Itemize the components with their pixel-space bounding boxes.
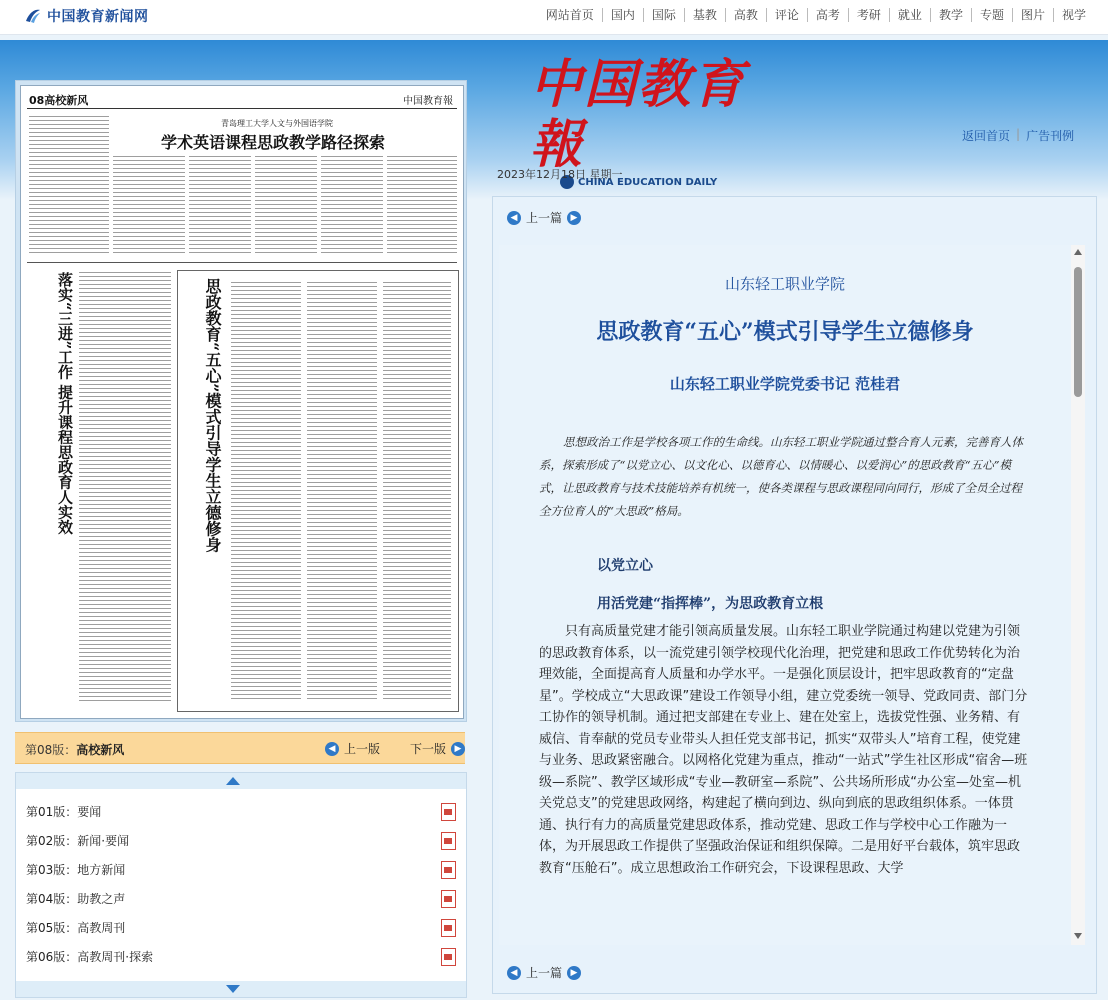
page-info-bar bbox=[15, 732, 465, 764]
header-links bbox=[962, 127, 1074, 144]
pdf-icon[interactable] bbox=[441, 948, 456, 966]
scroll-down-icon[interactable] bbox=[1074, 933, 1082, 939]
prev-article-label: 上一篇 bbox=[526, 211, 563, 225]
nav-gaokao[interactable]: 高考 bbox=[807, 8, 848, 22]
article-author: 山东轻工职业学院党委书记 范桂君 bbox=[669, 375, 901, 393]
page-list bbox=[15, 772, 467, 998]
pdf-icon[interactable] bbox=[441, 832, 456, 850]
nav-kaoyan[interactable]: 考研 bbox=[848, 8, 889, 22]
arrow-right-icon[interactable]: ▶ bbox=[567, 211, 581, 225]
current-page-label bbox=[25, 741, 124, 758]
page-link[interactable]: 第02版：新闻·要闻 bbox=[26, 834, 130, 848]
thumb-text-block bbox=[255, 156, 317, 256]
thumb-text-block bbox=[79, 272, 171, 702]
site-logo-icon bbox=[24, 7, 42, 25]
masthead-title: 中国教育報 bbox=[530, 54, 747, 175]
arrow-left-icon: ◀ bbox=[325, 742, 339, 756]
arrow-left-icon: ◀ bbox=[507, 211, 521, 225]
arrow-right-icon[interactable]: ▶ bbox=[567, 966, 581, 980]
newspaper-page-image[interactable] bbox=[20, 85, 464, 719]
thumb-text-block bbox=[231, 282, 301, 702]
next-page-button[interactable] bbox=[410, 740, 465, 757]
page-thumbnail[interactable] bbox=[15, 80, 467, 722]
nav-topics[interactable]: 专题 bbox=[971, 8, 1012, 22]
pdf-icon[interactable] bbox=[441, 861, 456, 879]
masthead-english-text: CHINA EDUCATION DAILY bbox=[578, 176, 718, 188]
page-link[interactable]: 第04版：助教之声 bbox=[26, 892, 126, 906]
triangle-up-icon bbox=[226, 777, 240, 785]
nav-video[interactable]: 视学 bbox=[1053, 8, 1094, 22]
nav-higher-edu[interactable]: 高教 bbox=[725, 8, 766, 22]
next-page-label: 下一版 bbox=[410, 742, 447, 756]
page-list-items bbox=[26, 797, 456, 971]
thumb-text-block bbox=[29, 116, 109, 256]
current-page-number: 第08版： bbox=[25, 743, 77, 757]
nav-domestic[interactable]: 国内 bbox=[602, 8, 643, 22]
nav-home[interactable]: 网站首页 bbox=[545, 8, 594, 22]
nav-international[interactable]: 国际 bbox=[643, 8, 684, 22]
article-content bbox=[499, 245, 1085, 945]
pdf-icon[interactable] bbox=[441, 919, 456, 937]
thumb-section-label: 08高校新风 bbox=[29, 94, 89, 107]
article-heading: 以党立心 bbox=[597, 558, 653, 574]
site-logo[interactable] bbox=[24, 6, 149, 26]
thumb-divider bbox=[27, 262, 457, 263]
page-link[interactable]: 第06版：高教周刊·探索 bbox=[26, 950, 154, 964]
site-logo-text: 中国教育新闻网 bbox=[47, 9, 149, 25]
list-item[interactable] bbox=[26, 797, 456, 826]
list-item[interactable] bbox=[26, 855, 456, 884]
article-title: 思政教育“五心”模式引导学生立德修身 bbox=[596, 319, 974, 345]
current-page-section: 高校新风 bbox=[76, 743, 125, 757]
thumb-text-block bbox=[113, 156, 185, 256]
page-link[interactable]: 第05版：高教周刊 bbox=[26, 921, 126, 935]
article-panel bbox=[492, 196, 1097, 994]
article-lead: 思想政治工作是学校各项工作的生命线。山东轻工职业学院通过整合育人元素，完善育人体系，探索形成了“以党立心、以文化心、以德育心、以情暖心、以爱润心”的思政教育“五心”模式，让思政教育与技术技能培养有机统一，使各类课程与思政课程同向同行，形成了全员全过程全方位育人的“大思政”格局。 bbox=[539, 435, 1023, 518]
thumb-header-rule bbox=[27, 108, 457, 109]
scroll-up-icon[interactable] bbox=[1074, 249, 1082, 255]
nav-commentary[interactable]: 评论 bbox=[766, 8, 807, 22]
nav-teaching[interactable]: 教学 bbox=[930, 8, 971, 22]
article-subheading: 用活党建“指挥棒”，为思政教育立根 bbox=[597, 596, 824, 612]
list-item[interactable] bbox=[26, 826, 456, 855]
list-item[interactable] bbox=[26, 942, 456, 971]
pdf-icon[interactable] bbox=[441, 803, 456, 821]
article-body: 只有高质量党建才能引领高质量发展。山东轻工职业学院通过构建以党建为引领的思政教育体系，以一流党建引领学校现代化治理，把党建和思政工作优势转化为治理效能，全面提高育人质量和办学水平。一是强化顶层设计，把牢思政教育的“定盘星”。学校成立“大思政课”建设工作领导小组，建立党委统一领导、党政同责、部门分工协作的领导机制。通过把支部建在专业上、建在处室上，选拔党性强、业务精、有威信、肯奉献的党员专业带头人担任党支部书记，抓实“双带头人”培育工程，使党建与业务、思政紧密融合。以网格化党建为重点，推动“一站式”学生社区形成“宿舍—班级—系院”、教学区域形成“专业—教研室—系院”、公共场所形成“办公室—处室—机关党总支”的党建思政网络，构建起了横向到边、纵向到底的思政组织体系。一体贯通、执行有力的高质量党建思政体系，推动党建、思政工作与学校中心工作融为一体，为开展思政工作提供了坚强政治保证和组织保障。二是用好平台载体，筑牢思政教育“压舱石”。成立思想政治工作研究会，下设课程思政、大学 bbox=[539, 624, 1028, 876]
header-links-separator: | bbox=[1016, 127, 1021, 141]
top-nav bbox=[538, 8, 1094, 22]
thumb-text-block bbox=[307, 282, 377, 702]
prev-page-label: 上一版 bbox=[344, 742, 381, 756]
ad-rates-link[interactable]: 广告刊例 bbox=[1026, 129, 1075, 143]
thumb-text-block bbox=[189, 156, 251, 256]
article-school: 山东轻工职业学院 bbox=[724, 275, 845, 293]
page-list-scroll-down[interactable] bbox=[16, 981, 466, 997]
thumb-text-block bbox=[321, 156, 383, 256]
prev-article-button-bottom[interactable] bbox=[507, 964, 581, 981]
scrollbar-thumb[interactable] bbox=[1074, 267, 1082, 397]
prev-article-button-top[interactable] bbox=[507, 209, 581, 226]
article-scrollbar[interactable] bbox=[1071, 245, 1085, 945]
list-item[interactable] bbox=[26, 913, 456, 942]
thumb-text-block bbox=[387, 156, 457, 256]
nav-employment[interactable]: 就业 bbox=[889, 8, 930, 22]
thumb-text-block bbox=[383, 282, 451, 702]
thumb-headline: 学术英语课程思政教学路径探索 bbox=[161, 133, 386, 152]
prev-page-button[interactable] bbox=[325, 740, 380, 757]
page-link[interactable]: 第03版：地方新闻 bbox=[26, 863, 126, 877]
pdf-icon[interactable] bbox=[441, 890, 456, 908]
back-home-link[interactable]: 返回首页 bbox=[962, 129, 1011, 143]
triangle-down-icon bbox=[226, 985, 240, 993]
issue-date: 2023年12月18日 星期一 bbox=[497, 168, 623, 181]
top-bar bbox=[0, 0, 1108, 35]
thumb-subtitle: 青岛理工大学人文与外国语学院 bbox=[221, 119, 333, 128]
arrow-left-icon: ◀ bbox=[507, 966, 521, 980]
nav-pictures[interactable]: 图片 bbox=[1012, 8, 1053, 22]
thumb-paper-name: 中国教育報 bbox=[403, 96, 453, 107]
page-list-scroll-up[interactable] bbox=[16, 773, 466, 789]
thumb-vertical-headline-right: 思政教育“五心”模式引导学生立德修身 bbox=[203, 278, 222, 553]
page-link[interactable]: 第01版：要闻 bbox=[26, 805, 102, 819]
prev-article-label: 上一篇 bbox=[526, 966, 563, 980]
nav-basic-edu[interactable]: 基教 bbox=[684, 8, 725, 22]
thumb-vertical-headline-left: 落实“三进”工作 提升课程思政育人实效 bbox=[56, 272, 74, 535]
arrow-right-icon: ▶ bbox=[451, 742, 465, 756]
list-item[interactable] bbox=[26, 884, 456, 913]
